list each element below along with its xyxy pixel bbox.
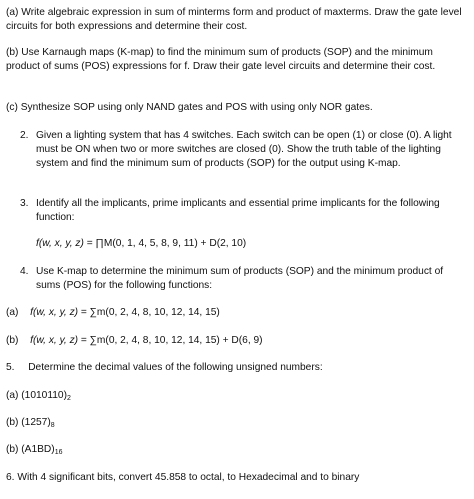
question-5a-base: 2 (66, 395, 71, 402)
question-5-text: Determine the decimal values of the following unsigned numbers: (28, 362, 323, 373)
question-4a-label: (a) (6, 307, 19, 318)
question-5 (6, 361, 466, 375)
question-5a-label: (a) (1010110) (6, 390, 67, 401)
question-3-text: Identify all the implicants, prime implicants and essential prime implicants for the following function: (36, 198, 440, 223)
question-2 (20, 129, 466, 171)
question-5b (6, 416, 466, 430)
part-a-text: (a) Write algebraic expression in sum of minterms form and product of maxterms. Draw the gate level circuits for both expressions and determine their cost. (6, 7, 462, 32)
question-5c (6, 443, 466, 457)
question-5b-label: (b) (1257) (6, 417, 51, 428)
question-4 (20, 265, 466, 293)
question-5c-base: 16 (54, 449, 63, 456)
question-5-number: 5. (6, 362, 15, 373)
question-4a-rhs: = ∑m(0, 2, 4, 8, 10, 12, 14, 15) (78, 307, 220, 318)
function-lhs: f(w, x, y, z) (36, 238, 84, 249)
question-4b-lhs: f(w, x, y, z) (30, 335, 79, 346)
question-3-number: 3. (20, 198, 29, 209)
question-3-function (36, 237, 466, 251)
question-4b (6, 334, 466, 348)
question-4-text: Use K-map to determine the minimum sum of products (SOP) and the minimum product of sums (POS) for the following functions: (36, 266, 444, 291)
function-rhs: = ∏M(0, 1, 4, 5, 8, 9, 11) + D(2, 10) (83, 238, 247, 249)
question-4b-label: (b) (6, 335, 19, 346)
question-2-number: 2. (20, 130, 29, 141)
question-4a-lhs: f(w, x, y, z) (30, 307, 79, 318)
question-4-number: 4. (20, 266, 29, 277)
question-5c-label: (b) (A1BD) (6, 444, 55, 455)
question-6: 6. With 4 significant bits, convert 45.858 to octal, to Hexadecimal and to binary (6, 472, 360, 483)
question-2-text: Given a lighting system that has 4 switches. Each switch can be open (1) or close (0). A light must be ON when two or more switches are closed (0). Show the truth table of the lighting system and find the minimum sum of products (SOP) for the output using K-map. (36, 130, 452, 169)
part-c-text: (c) Synthesize SOP using only NAND gates and POS with using only NOR gates. (6, 102, 373, 113)
question-5a (6, 389, 466, 403)
question-4a (6, 306, 466, 320)
question-3 (20, 197, 466, 225)
question-5b-base: 8 (50, 422, 55, 429)
question-4b-rhs: = ∑m(0, 2, 4, 8, 10, 12, 14, 15) + D(6, 9) (78, 335, 263, 346)
part-b-text: (b) Use Karnaugh maps (K-map) to find the minimum sum of products (SOP) and the minimum product of sums (POS) expressions for f. Draw their gate level circuits and determine their cost. (6, 47, 436, 72)
